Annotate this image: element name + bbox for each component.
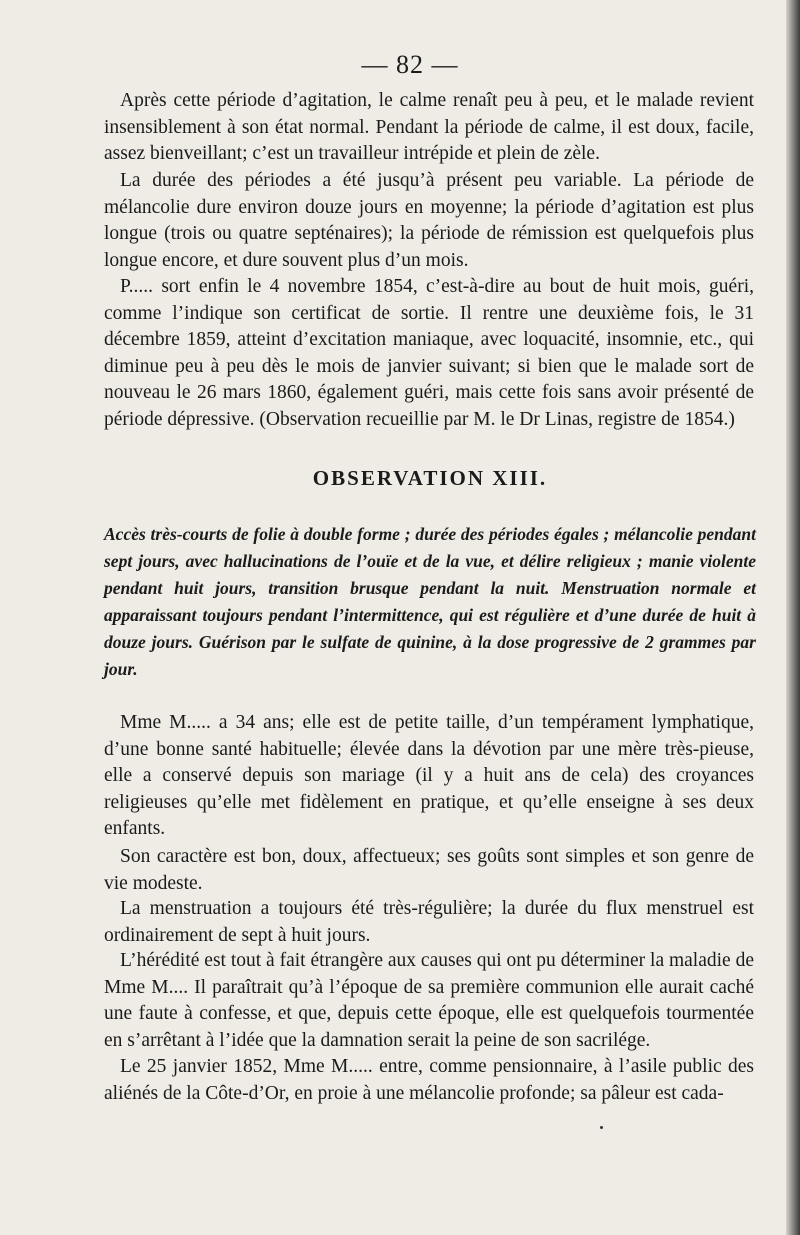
paragraph-period-duration: La durée des périodes a été jusqu’à présent peu variable. La période de mélancolie dure environ douze jours en moyenne; la période d’agitation est plus longue (trois ou quatre septénaires); la période de rémission est quelquefois plus longue encore, et dure souvent plus d’un mois. <box>104 170 754 271</box>
paragraph-admission: Le 25 janvier 1852, Mme M..... entre, comme pensionnaire, à l’asile public des aliénés de la Côte-d’Or, en proie à une mélancolie profonde; sa pâleur est cada- <box>104 1056 754 1104</box>
observation-summary: Accès très-courts de folie à double forme ; durée des périodes égales ; mélancolie pendant sept jours, avec hallucinations de l’ouïe et de la vue, et délire religieux ; manie violente pendant huit jours, transition brusque pendant la nuit. Menstruation normale et apparaissant toujours pendant l’intermittence, qui est régulière et d’une durée de huit à douze jours. Guérison par le sulfate de quinine, à la dose progressive de 2 grammes par jour. <box>104 524 756 679</box>
paragraph-character: Son caractère est bon, doux, affectueux; ses goûts sont simples et son genre de vie modeste. <box>104 846 754 894</box>
paragraph-discharge: P..... sort enfin le 4 novembre 1854, c’est-à-dire au bout de huit mois, guéri, comme l’indique son certificat de sortie. Il rentre une deuxième fois, le 31 décembre 1859, atteint d’excitation maniaque, avec loquacité, insomnie, etc., qui diminue peu à peu dès le mois de janvier suivant; si bien que le malade sort de nouveau le 26 mars 1860, également guéri, mais cette fois sans avoir présenté de période dépressive. (Observation recueillie par M. le Dr Linas, registre de 1854.) <box>104 276 754 430</box>
observation-title: OBSERVATION XIII. <box>312 466 548 490</box>
paragraph-heredity: L’hérédité est tout à fait étrangère aux causes qui ont pu déterminer la maladie de Mme M.... Il paraîtrait qu’à l’époque de sa première communion elle aurait caché une faute à confesse, et que, depuis cette époque, elle est quelquefois tourmentée en s’arrêtant à l’idée que la damnation serait la peine de son sacrilége. <box>104 950 754 1051</box>
page-number: — 82 — <box>361 50 459 79</box>
paragraph-patient-profile: Mme M..... a 34 ans; elle est de petite taille, d’un tempérament lymphatique, d’une bonne santé habituelle; élevée dans la dévotion par une mère très-pieuse, elle a conservé depuis son mariage (il y a huit ans de cela) des croyances religieuses qu’elle met fidèlement en pratique, et qu’elle enseigne à ses deux enfants. <box>104 712 754 839</box>
paragraph-menstruation: La menstruation a toujours été très-régulière; la durée du flux menstruel est ordinairement de sept à huit jours. <box>104 898 754 946</box>
paragraph-agitation: Après cette période d’agitation, le calme renaît peu à peu, et le malade revient insensiblement à son état normal. Pendant la période de calme, il est doux, facile, assez bienveillant; c’est un travailleur intrépide et plein de zèle. <box>104 90 754 164</box>
page-edge-shadow <box>786 0 800 1235</box>
ink-speck <box>600 1126 603 1129</box>
